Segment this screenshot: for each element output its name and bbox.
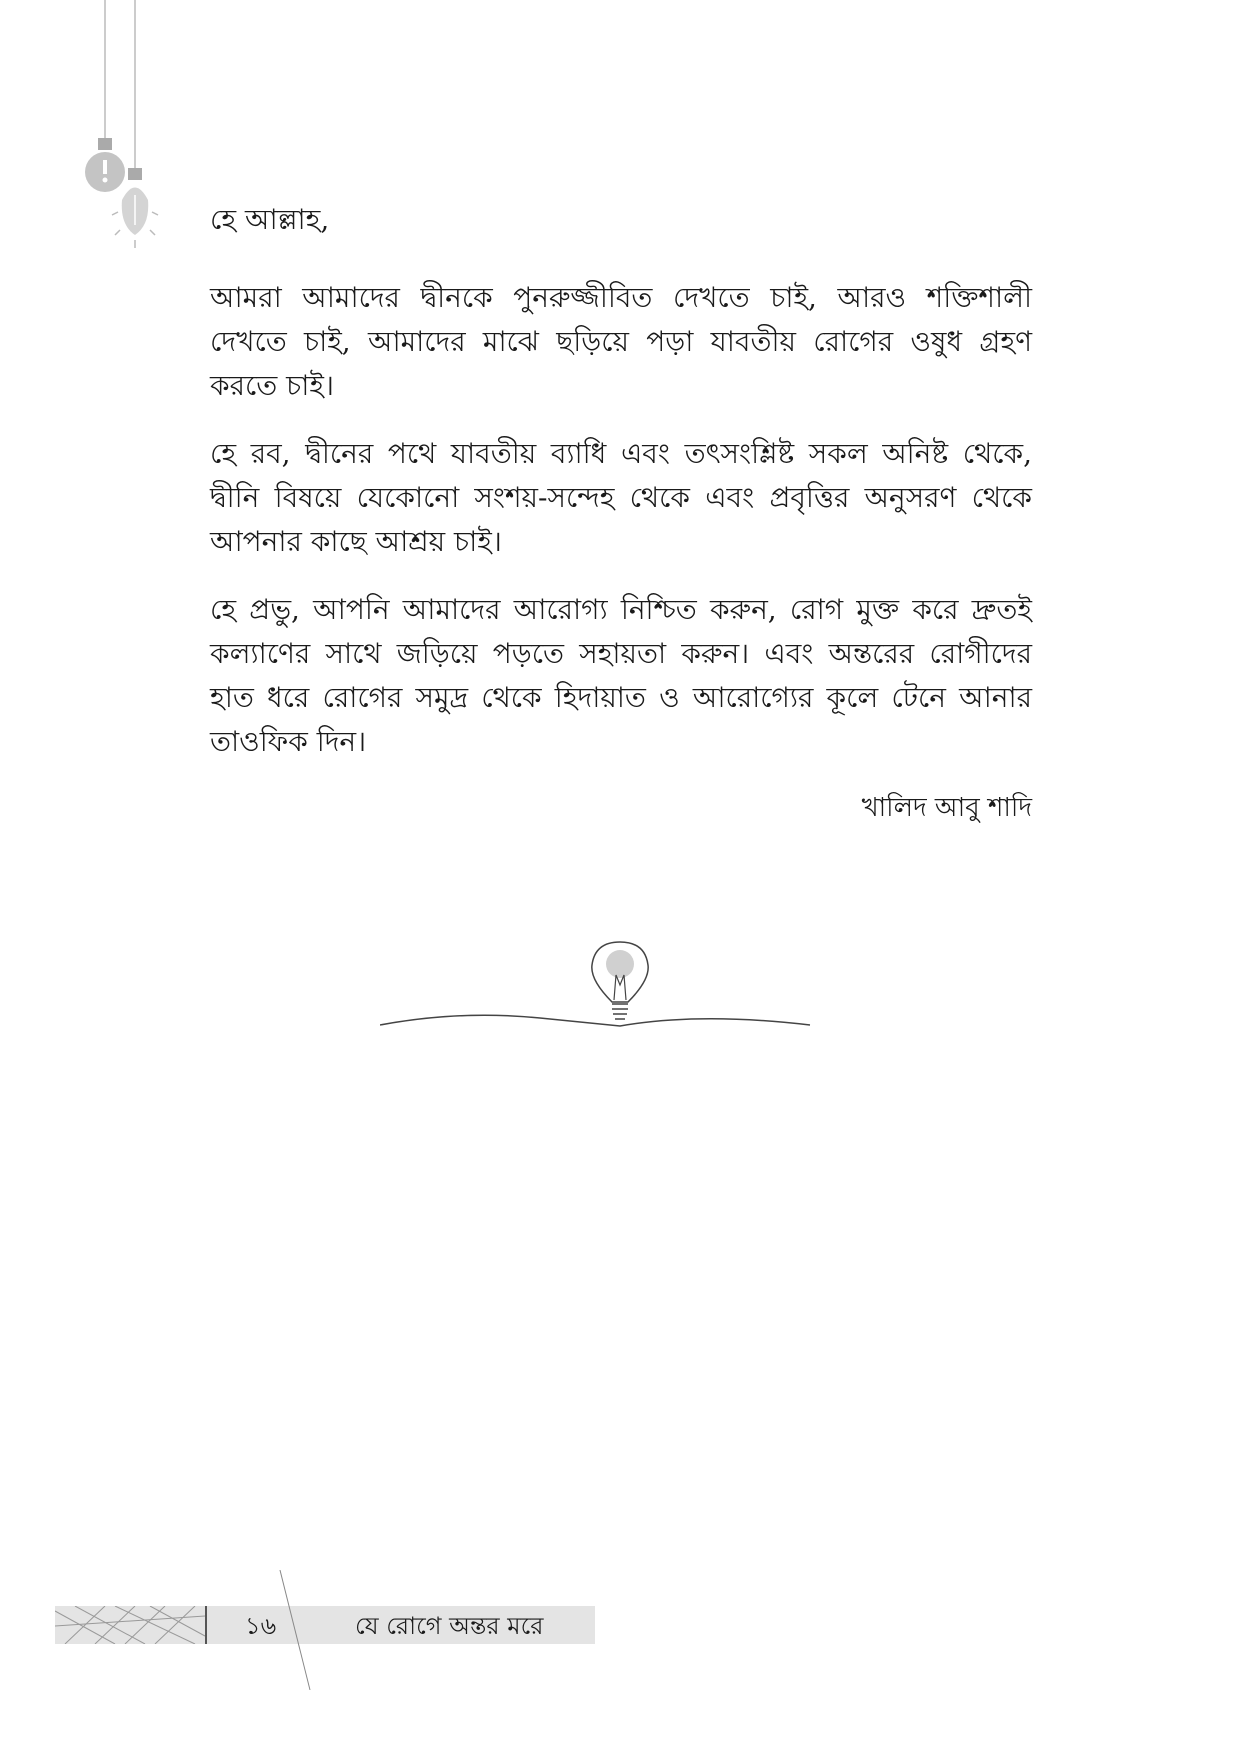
page-number: ১৬ xyxy=(245,1612,277,1640)
footer-separator xyxy=(205,1606,207,1644)
footer-slash-line xyxy=(275,1570,315,1690)
letter-body xyxy=(210,200,1032,828)
signature: খালিদ আবু শাদি xyxy=(861,793,1032,823)
paragraph-1: আমরা আমাদের দ্বীনকে পুনরুজ্জীবিত দেখতে চাই, আরও শক্তিশালী দেখতে চাই, আমাদের মাঝে ছড়িয়ে পড়া যাবতীয় রোগের ওষুধ গ্রহণ করতে চাই। xyxy=(210,281,1032,402)
book-title: যে রোগে অন্তর মরে xyxy=(355,1612,544,1640)
footer-pattern-icon xyxy=(55,1606,205,1644)
hanging-bulbs-icon xyxy=(70,0,180,250)
bulb-divider-icon xyxy=(380,940,870,1040)
page-footer xyxy=(55,1606,595,1644)
paragraph-3: হে প্রভু, আপনি আমাদের আরোগ্য নিশ্চিত করুন, রোগ মুক্ত করে দ্রুতই কল্যাণের সাথে জড়িয়ে পড়তে সহায়তা করুন। এবং অন্তরের রোগীদের হাত ধরে রোগের সমুদ্র থেকে হিদায়াত ও আরোগ্যের কূলে টেনে আনার তাওফিক দিন। xyxy=(210,593,1032,758)
salutation: হে আল্লাহ, xyxy=(210,203,330,236)
paragraph-2: হে রব, দ্বীনের পথে যাবতীয় ব্যাধি এবং তৎসংশ্লিষ্ট সকল অনিষ্ট থেকে, দ্বীনি বিষয়ে যেকোনো সংশয়-সন্দেহ থেকে এবং প্রবৃত্তির অনুসরণ থেকে আপনার কাছে আশ্রয় চাই। xyxy=(210,437,1032,558)
